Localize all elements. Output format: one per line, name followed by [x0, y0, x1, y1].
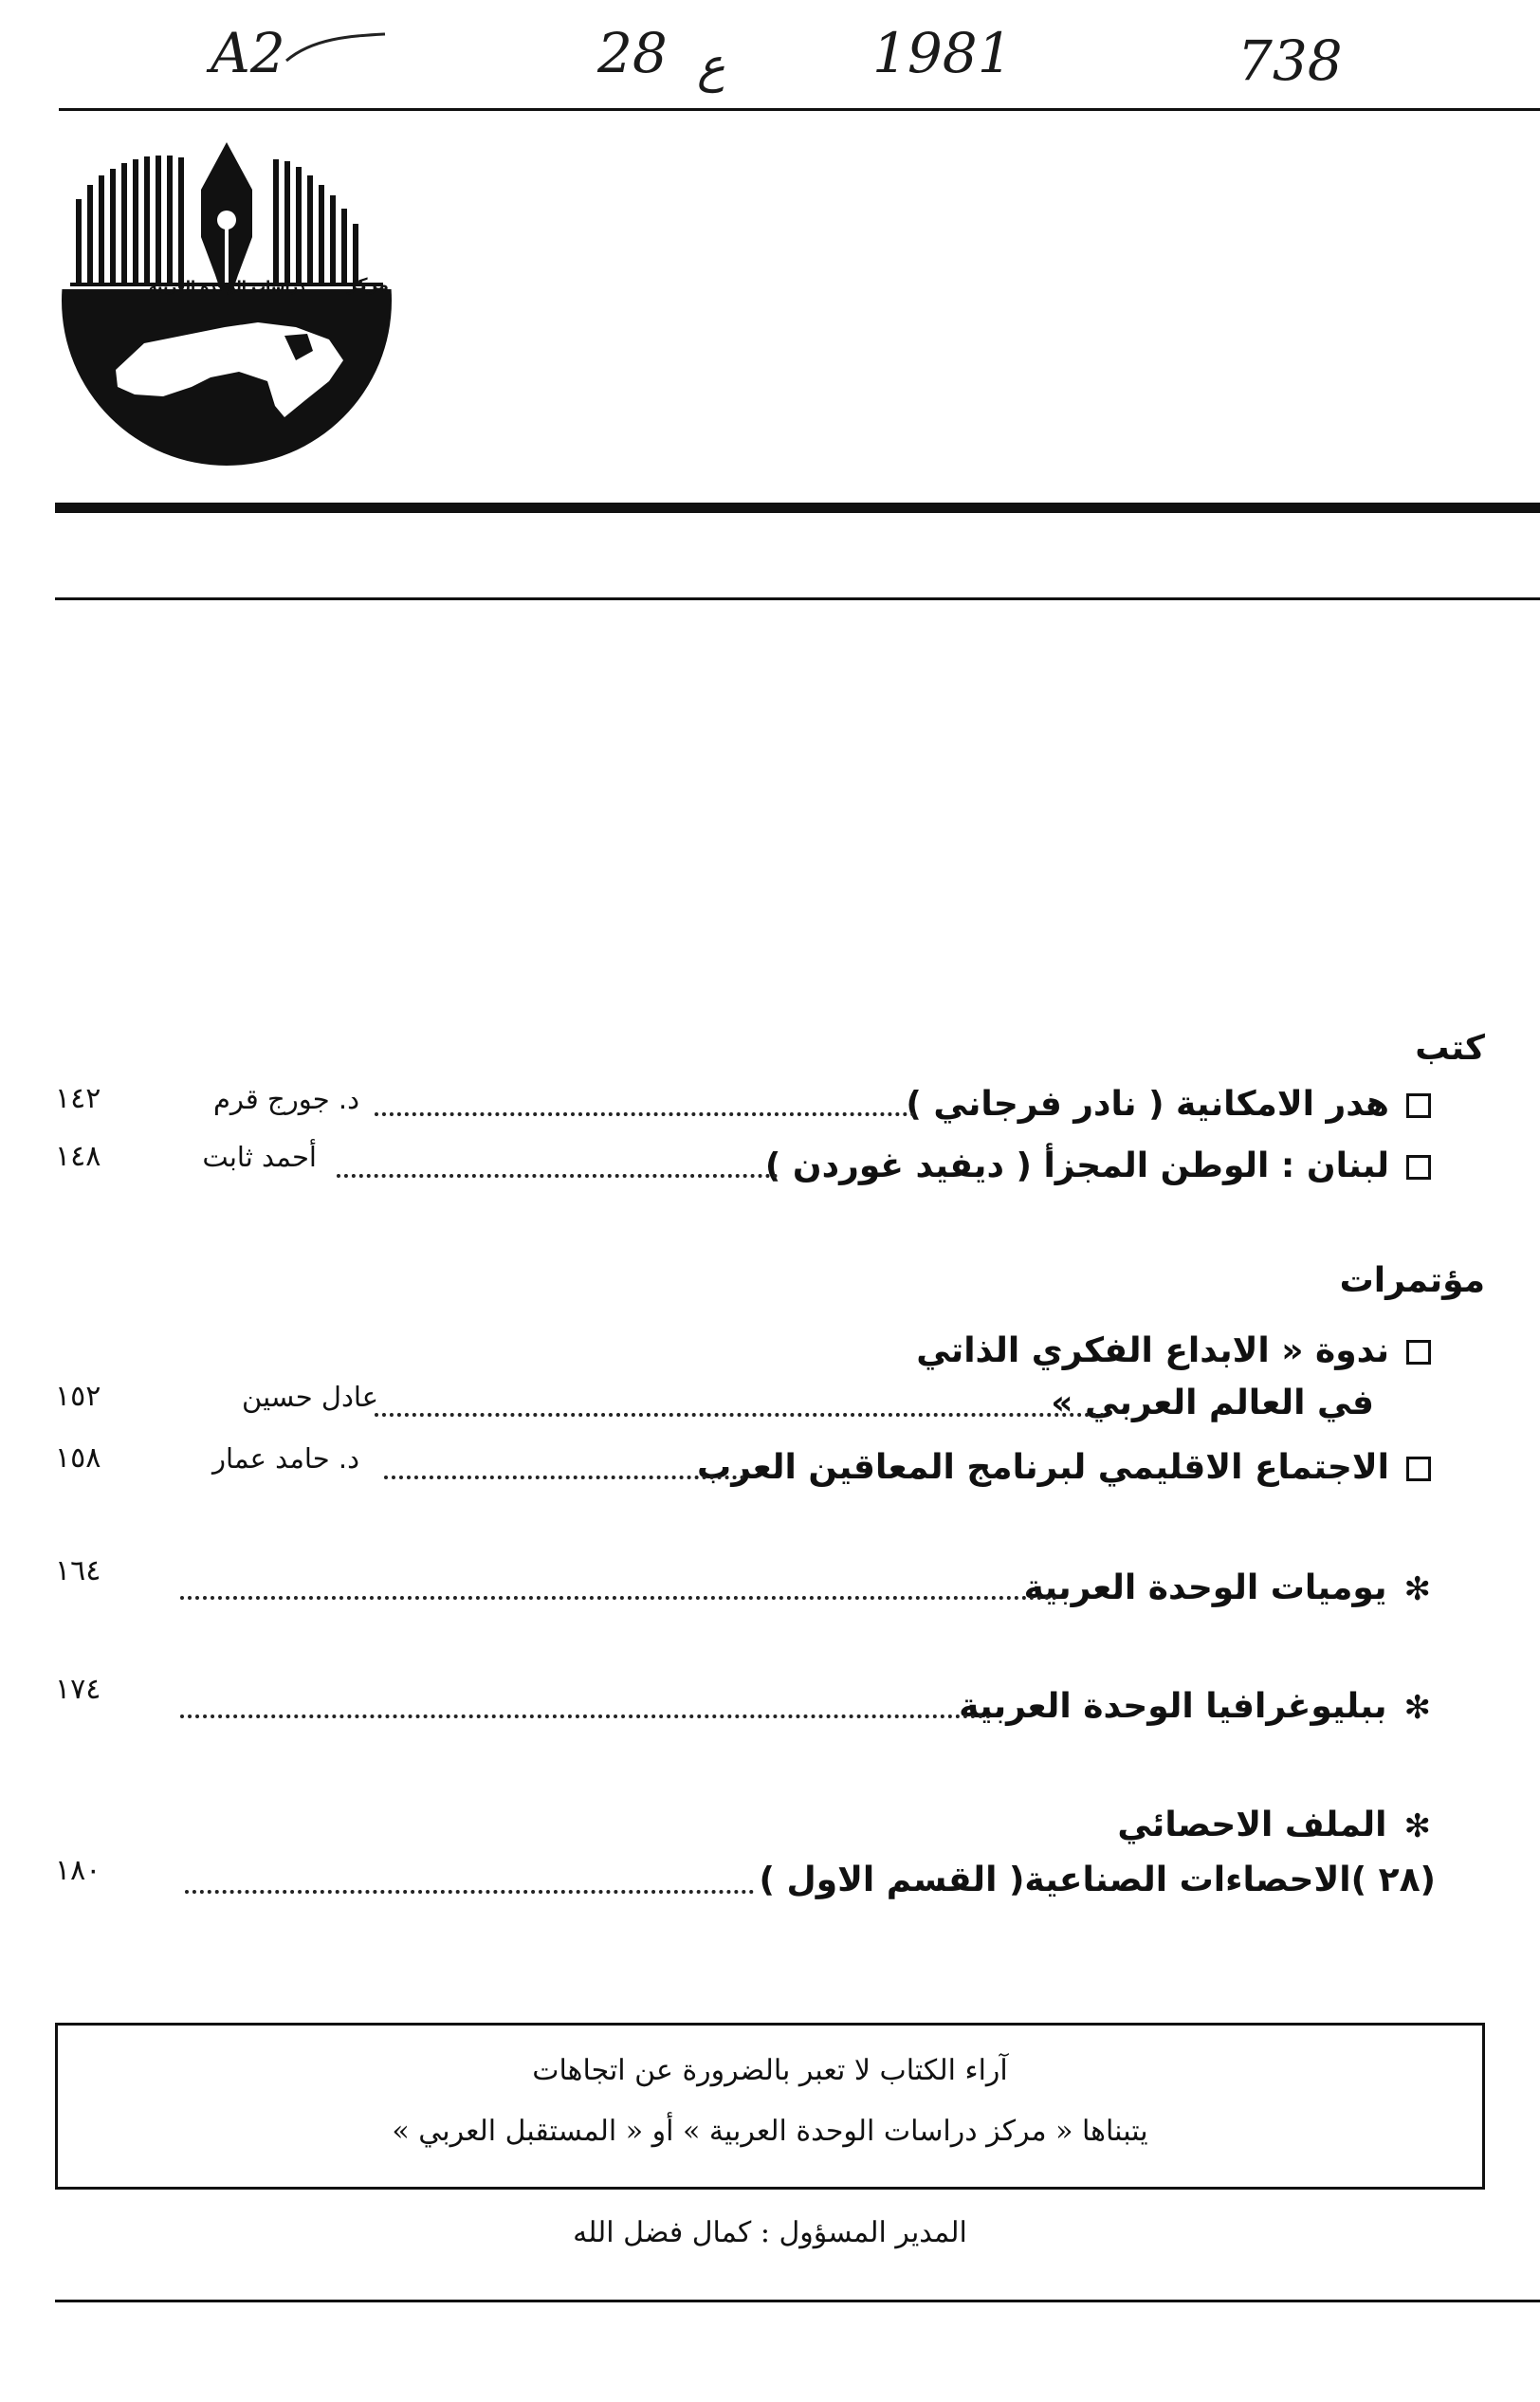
leader-dots	[180, 1714, 991, 1718]
logo-text-center	[59, 277, 305, 295]
toc-entry[interactable]	[0, 1138, 1540, 1195]
leader-dots	[185, 1890, 754, 1894]
checkbox-icon	[1406, 1155, 1431, 1180]
toc-entry-page: ١٦٤	[55, 1554, 101, 1587]
toc-entry-statistics[interactable]	[0, 1797, 1540, 1911]
leader-dots	[337, 1174, 778, 1178]
checkbox-icon	[1406, 1457, 1431, 1481]
toc-entry-page: ١٧٤	[55, 1673, 101, 1706]
checkbox-icon	[1406, 1340, 1431, 1365]
toc-entry[interactable]	[0, 1673, 1540, 1735]
disclaimer-line-2: يتبناها « مركز دراسات الوحدة العربية » أو « المستقبل العربي »	[392, 2115, 1148, 2148]
handwritten-issue: 28	[597, 21, 668, 85]
toc-entry-title: ندوة « الابداع الفكري الذاتي	[916, 1323, 1431, 1380]
toc-entry-title-continued: في العالم العربي »	[1051, 1384, 1374, 1422]
logo-text-top	[303, 275, 389, 295]
toc-entry[interactable]	[0, 1554, 1540, 1617]
toc-entry-multiline[interactable]	[0, 1323, 1540, 1437]
asterisk-icon: ✻	[1403, 1807, 1431, 1845]
toc-entry-title: لبنان : الوطن المجزأ ( ديفيد غوردن )	[765, 1138, 1431, 1195]
toc-entry-page: ١٨٠	[55, 1854, 101, 1887]
toc-entry-title: ✻يوميات الوحدة العربية	[1024, 1560, 1431, 1618]
section-heading-conferences: مؤتمرات	[1339, 1261, 1485, 1300]
handwritten-number: 738	[1238, 28, 1343, 93]
toc-entry-page: ١٤٨	[55, 1140, 101, 1173]
leader-dots	[375, 1413, 1105, 1417]
asterisk-icon: ✻	[1403, 1689, 1431, 1727]
checkbox-icon	[1406, 1093, 1431, 1118]
toc-entry-title: ✻ببليوغرافيا الوحدة العربية	[959, 1678, 1431, 1736]
toc-entry-page: ١٥٢	[55, 1380, 101, 1413]
section-heading-books: كتب	[1415, 1029, 1485, 1068]
handwritten-code: A2	[211, 21, 285, 85]
toc-entry-author: د. حامد عمار	[212, 1442, 359, 1475]
toc-entry-page: ١٥٨	[55, 1441, 101, 1475]
toc-entry[interactable]	[0, 1076, 1540, 1133]
handwritten-year: 1981	[872, 21, 1013, 85]
thin-rule	[55, 597, 1540, 600]
leader-dots	[180, 1596, 1057, 1600]
toc-entry-author: عادل حسين	[242, 1381, 378, 1413]
toc-entry[interactable]	[0, 1439, 1540, 1496]
asterisk-icon: ✻	[1403, 1570, 1431, 1608]
thick-rule	[55, 503, 1540, 513]
editor-credit: المدير المسؤول : كمال فضل الله	[573, 2216, 967, 2249]
top-thin-rule	[59, 108, 1540, 111]
toc-entry-title: ✻الملف الاحصائي	[1117, 1797, 1431, 1855]
toc-entry-subtitle: (٢٨ )الاحصاءات الصناعية( القسم الاول )	[759, 1861, 1436, 1899]
toc-entry-author: د. جورج قرم	[212, 1083, 359, 1115]
toc-entry-page: ١٤٢	[55, 1082, 101, 1115]
toc-entry-title: الاجتماع الاقليمي لبرنامج المعاقين العرب	[697, 1439, 1431, 1496]
handwritten-stroke	[284, 28, 389, 66]
logo-text-name: دراسات الوحدة العربية	[148, 278, 305, 295]
toc-entry-title: هدر الامكانية ( نادر فرجاني )	[906, 1076, 1431, 1133]
logo-emblem	[59, 133, 394, 468]
leader-dots	[375, 1112, 915, 1116]
disclaimer-box	[55, 2023, 1485, 2190]
leader-dots	[384, 1476, 744, 1479]
logo-text-markaz: مركز	[346, 275, 389, 295]
handwritten-issue-mark: ع	[697, 38, 725, 93]
toc-entry-author: أحمد ثابت	[202, 1141, 317, 1173]
bottom-rule	[55, 2300, 1540, 2302]
disclaimer-line-1: آراء الكتاب لا تعبر بالضرورة عن اتجاهات	[532, 2054, 1008, 2087]
